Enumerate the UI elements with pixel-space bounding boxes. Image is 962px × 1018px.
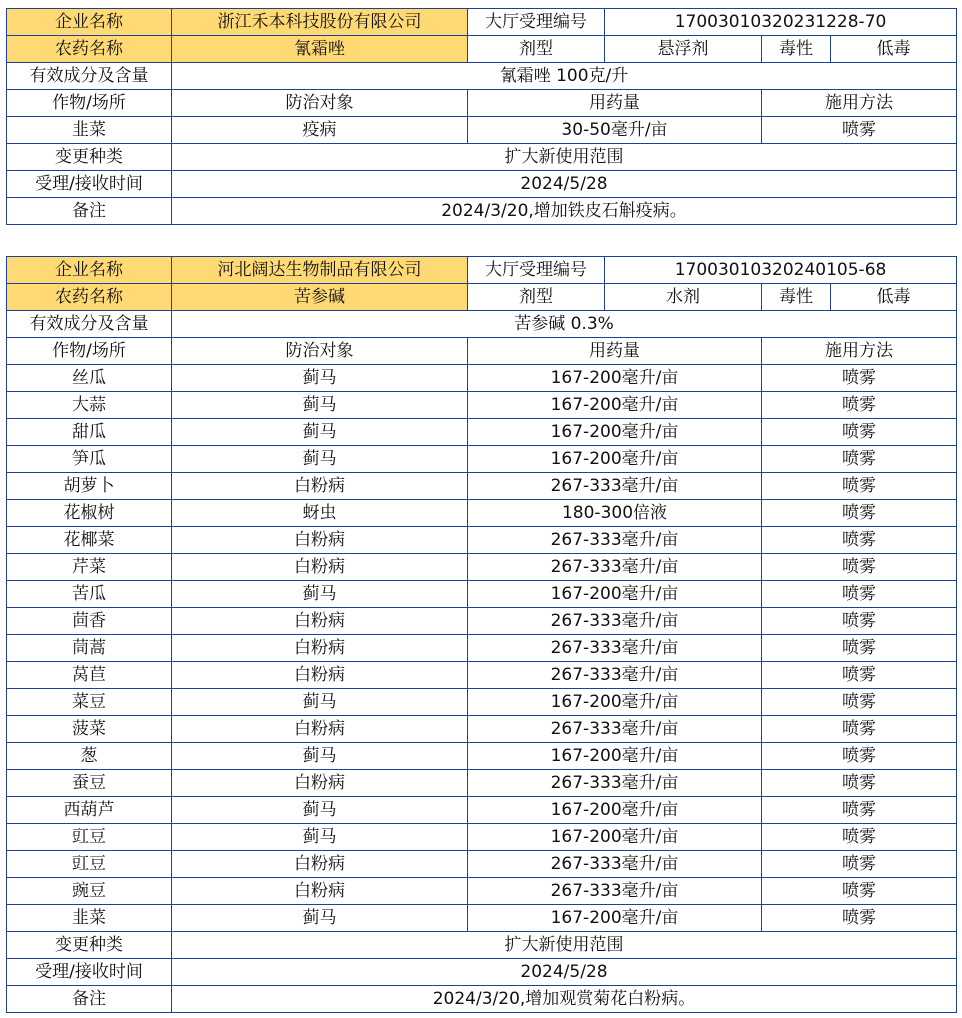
usage-row <box>7 446 957 473</box>
crop-cell: 豌豆 <box>7 878 172 905</box>
usage-row <box>7 581 957 608</box>
method-cell: 喷雾 <box>762 878 957 905</box>
hall-no-value: 17003010320240105-68 <box>605 257 957 284</box>
target-cell: 白粉病 <box>172 554 468 581</box>
usage-row <box>7 797 957 824</box>
target-cell: 白粉病 <box>172 662 468 689</box>
usage-row <box>7 716 957 743</box>
toxicity-label: 毒性 <box>762 284 831 311</box>
usage-row <box>7 878 957 905</box>
target-cell: 白粉病 <box>172 770 468 797</box>
hall-no-value: 17003010320231228-70 <box>605 9 957 36</box>
target-cell: 白粉病 <box>172 878 468 905</box>
method-cell: 喷雾 <box>762 446 957 473</box>
crop-cell: 笋瓜 <box>7 446 172 473</box>
crop-cell: 丝瓜 <box>7 365 172 392</box>
usage-row <box>7 527 957 554</box>
hall-no-label: 大厅受理编号 <box>468 257 605 284</box>
dosage-cell: 267-333毫升/亩 <box>468 635 762 662</box>
dosage-cell: 267-333毫升/亩 <box>468 554 762 581</box>
dosage-cell: 167-200毫升/亩 <box>468 797 762 824</box>
dosage-cell: 167-200毫升/亩 <box>468 905 762 932</box>
method-cell: 喷雾 <box>762 392 957 419</box>
toxicity-value: 低毒 <box>831 284 957 311</box>
ingredient-value: 苦参碱 0.3% <box>172 311 957 338</box>
crop-cell: 蚕豆 <box>7 770 172 797</box>
dosage-cell: 267-333毫升/亩 <box>468 473 762 500</box>
usage-row <box>7 662 957 689</box>
usage-row <box>7 392 957 419</box>
target-cell: 蓟马 <box>172 581 468 608</box>
receive-time-label: 受理/接收时间 <box>7 959 172 986</box>
remark-row <box>7 986 957 1013</box>
usage-row <box>7 743 957 770</box>
target-cell: 白粉病 <box>172 473 468 500</box>
formulation-label: 剂型 <box>468 284 605 311</box>
ingredient-label: 有效成分及含量 <box>7 311 172 338</box>
crop-cell: 豇豆 <box>7 851 172 878</box>
hall-no-label: 大厅受理编号 <box>468 9 605 36</box>
dosage-header: 用药量 <box>468 338 762 365</box>
usage-row <box>7 635 957 662</box>
usage-row <box>7 365 957 392</box>
method-cell: 喷雾 <box>762 743 957 770</box>
ingredient-label: 有效成分及含量 <box>7 63 172 90</box>
dosage-cell: 167-200毫升/亩 <box>468 581 762 608</box>
method-cell: 喷雾 <box>762 662 957 689</box>
method-cell: 喷雾 <box>762 770 957 797</box>
target-cell: 疫病 <box>172 117 468 144</box>
method-cell: 喷雾 <box>762 635 957 662</box>
crop-cell: 甜瓜 <box>7 419 172 446</box>
target-cell: 白粉病 <box>172 608 468 635</box>
target-header: 防治对象 <box>172 338 468 365</box>
change-type-row <box>7 932 957 959</box>
target-cell: 白粉病 <box>172 635 468 662</box>
company-name: 河北阔达生物制品有限公司 <box>172 257 468 284</box>
usage-row <box>7 473 957 500</box>
method-cell: 喷雾 <box>762 419 957 446</box>
method-cell: 喷雾 <box>762 581 957 608</box>
formulation-value: 悬浮剂 <box>605 36 762 63</box>
usage-row <box>7 500 957 527</box>
dosage-cell: 30-50毫升/亩 <box>468 117 762 144</box>
formulation-value: 水剂 <box>605 284 762 311</box>
target-cell: 蓟马 <box>172 797 468 824</box>
toxicity-label: 毒性 <box>762 36 831 63</box>
method-cell: 喷雾 <box>762 365 957 392</box>
dosage-cell: 267-333毫升/亩 <box>468 527 762 554</box>
crop-cell: 花椒树 <box>7 500 172 527</box>
usage-row <box>7 554 957 581</box>
usage-row <box>7 608 957 635</box>
pesticide-name: 苦参碱 <box>172 284 468 311</box>
crop-cell: 西葫芦 <box>7 797 172 824</box>
method-cell: 喷雾 <box>762 905 957 932</box>
remark-label: 备注 <box>7 198 172 225</box>
crop-header: 作物/场所 <box>7 338 172 365</box>
toxicity-value: 低毒 <box>831 36 957 63</box>
change-type-label: 变更种类 <box>7 144 172 171</box>
dosage-cell: 267-333毫升/亩 <box>468 851 762 878</box>
receive-time-label: 受理/接收时间 <box>7 171 172 198</box>
dosage-cell: 167-200毫升/亩 <box>468 689 762 716</box>
dosage-cell: 267-333毫升/亩 <box>468 608 762 635</box>
usage-row <box>7 419 957 446</box>
usage-row <box>7 770 957 797</box>
crop-cell: 胡萝卜 <box>7 473 172 500</box>
remark-label: 备注 <box>7 986 172 1013</box>
crop-cell: 韭菜 <box>7 117 172 144</box>
method-cell: 喷雾 <box>762 473 957 500</box>
target-cell: 白粉病 <box>172 527 468 554</box>
change-type-value: 扩大新使用范围 <box>172 932 957 959</box>
table-spacer <box>6 227 956 255</box>
company-label: 企业名称 <box>7 9 172 36</box>
method-header: 施用方法 <box>762 338 957 365</box>
pesticide-row <box>7 284 957 311</box>
remark-row <box>7 198 957 225</box>
method-cell: 喷雾 <box>762 608 957 635</box>
crop-cell: 莴苣 <box>7 662 172 689</box>
usage-row <box>7 905 957 932</box>
method-cell: 喷雾 <box>762 117 957 144</box>
crop-cell: 花椰菜 <box>7 527 172 554</box>
column-header-row <box>7 90 957 117</box>
pesticide-label: 农药名称 <box>7 284 172 311</box>
company-row <box>7 9 957 36</box>
dosage-cell: 180-300倍液 <box>468 500 762 527</box>
dosage-cell: 267-333毫升/亩 <box>468 662 762 689</box>
crop-header: 作物/场所 <box>7 90 172 117</box>
receive-time-value: 2024/5/28 <box>172 171 957 198</box>
usage-row <box>7 689 957 716</box>
receive-time-row <box>7 171 957 198</box>
dosage-cell: 167-200毫升/亩 <box>468 446 762 473</box>
target-cell: 白粉病 <box>172 716 468 743</box>
crop-cell: 韭菜 <box>7 905 172 932</box>
method-cell: 喷雾 <box>762 851 957 878</box>
target-cell: 蚜虫 <box>172 500 468 527</box>
formulation-label: 剂型 <box>468 36 605 63</box>
dosage-cell: 267-333毫升/亩 <box>468 716 762 743</box>
change-type-label: 变更种类 <box>7 932 172 959</box>
dosage-header: 用药量 <box>468 90 762 117</box>
crop-cell: 菠菜 <box>7 716 172 743</box>
target-cell: 蓟马 <box>172 743 468 770</box>
ingredient-row <box>7 311 957 338</box>
target-cell: 白粉病 <box>172 851 468 878</box>
target-cell: 蓟马 <box>172 446 468 473</box>
dosage-cell: 167-200毫升/亩 <box>468 743 762 770</box>
target-cell: 蓟马 <box>172 392 468 419</box>
crop-cell: 菜豆 <box>7 689 172 716</box>
method-cell: 喷雾 <box>762 554 957 581</box>
pesticide-name: 氰霜唑 <box>172 36 468 63</box>
target-cell: 蓟马 <box>172 905 468 932</box>
pesticide-row <box>7 36 957 63</box>
usage-row <box>7 824 957 851</box>
method-cell: 喷雾 <box>762 527 957 554</box>
target-cell: 蓟马 <box>172 365 468 392</box>
method-header: 施用方法 <box>762 90 957 117</box>
dosage-cell: 167-200毫升/亩 <box>468 824 762 851</box>
ingredient-row <box>7 63 957 90</box>
method-cell: 喷雾 <box>762 824 957 851</box>
crop-cell: 葱 <box>7 743 172 770</box>
receive-time-row <box>7 959 957 986</box>
registration-table-1 <box>6 8 957 225</box>
remark-value: 2024/3/20,增加观赏菊花白粉病。 <box>172 986 957 1013</box>
method-cell: 喷雾 <box>762 716 957 743</box>
usage-row <box>7 851 957 878</box>
pesticide-label: 农药名称 <box>7 36 172 63</box>
method-cell: 喷雾 <box>762 500 957 527</box>
company-row <box>7 257 957 284</box>
change-type-row <box>7 144 957 171</box>
receive-time-value: 2024/5/28 <box>172 959 957 986</box>
dosage-cell: 167-200毫升/亩 <box>468 392 762 419</box>
method-cell: 喷雾 <box>762 797 957 824</box>
company-label: 企业名称 <box>7 257 172 284</box>
ingredient-value: 氰霜唑 100克/升 <box>172 63 957 90</box>
company-name: 浙江禾本科技股份有限公司 <box>172 9 468 36</box>
change-type-value: 扩大新使用范围 <box>172 144 957 171</box>
crop-cell: 茼蒿 <box>7 635 172 662</box>
crop-cell: 苦瓜 <box>7 581 172 608</box>
target-cell: 蓟马 <box>172 689 468 716</box>
dosage-cell: 267-333毫升/亩 <box>468 770 762 797</box>
crop-cell: 豇豆 <box>7 824 172 851</box>
dosage-cell: 167-200毫升/亩 <box>468 365 762 392</box>
usage-row <box>7 117 957 144</box>
crop-cell: 大蒜 <box>7 392 172 419</box>
remark-value: 2024/3/20,增加铁皮石斛疫病。 <box>172 198 957 225</box>
column-header-row <box>7 338 957 365</box>
registration-table-2 <box>6 256 957 1013</box>
dosage-cell: 167-200毫升/亩 <box>468 419 762 446</box>
target-cell: 蓟马 <box>172 419 468 446</box>
target-cell: 蓟马 <box>172 824 468 851</box>
crop-cell: 茴香 <box>7 608 172 635</box>
method-cell: 喷雾 <box>762 689 957 716</box>
dosage-cell: 267-333毫升/亩 <box>468 878 762 905</box>
crop-cell: 芹菜 <box>7 554 172 581</box>
target-header: 防治对象 <box>172 90 468 117</box>
